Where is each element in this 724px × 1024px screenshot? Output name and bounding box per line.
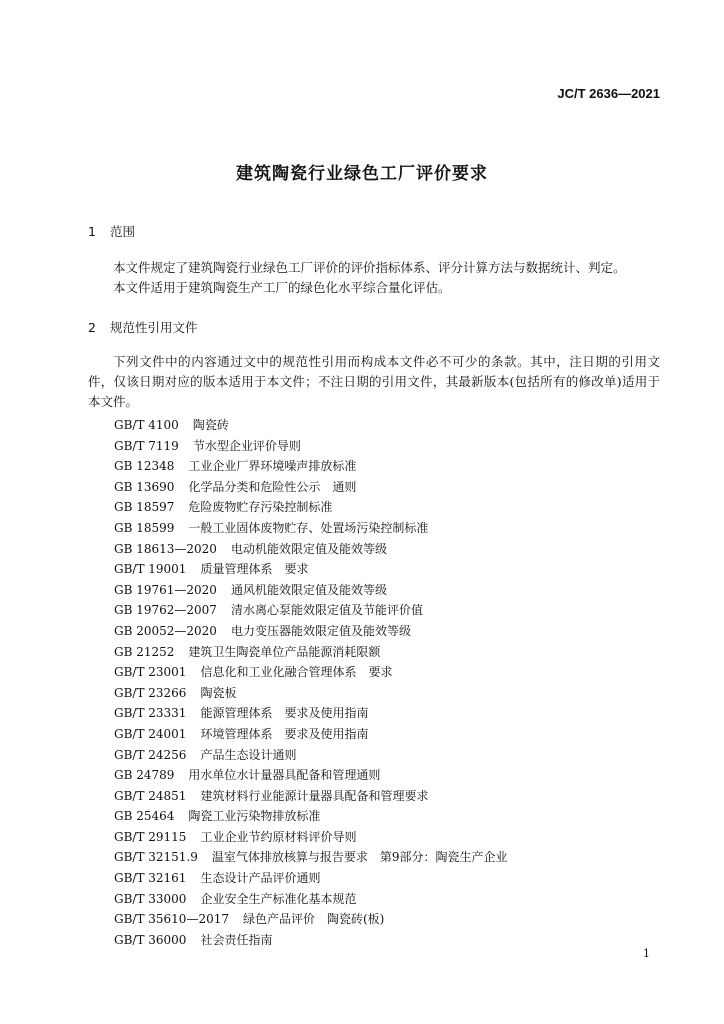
reference-item <box>114 436 508 457</box>
reference-item <box>114 662 508 683</box>
scope-paragraph-1: 本文件规定了建筑陶瓷行业绿色工厂评价的评价指标体系、评分计算方法与数据统计、判定。 <box>113 260 626 275</box>
scope-paragraph-2: 本文件适用于建筑陶瓷生产工厂的绿色化水平综合量化评估。 <box>113 280 451 295</box>
reference-code: GB/T 4100 <box>114 418 179 432</box>
reference-item <box>114 415 508 436</box>
reference-code: GB 19761—2020 <box>114 582 217 597</box>
reference-code: GB/T 7119 <box>114 438 179 453</box>
reference-name: 建筑卫生陶瓷单位产品能源消耗限额 <box>188 644 381 659</box>
reference-code: GB 24789 <box>114 768 175 783</box>
reference-list <box>114 415 508 950</box>
reference-name: 通风机能效限定值及能效等级 <box>230 582 387 597</box>
reference-item <box>114 497 508 518</box>
reference-name: 绿色产品评价 陶瓷砖(板) <box>242 912 385 927</box>
reference-code: GB/T 32161 <box>114 871 187 886</box>
reference-item <box>114 806 508 827</box>
reference-code: GB/T 24851 <box>114 788 187 803</box>
reference-code: GB/T 23266 <box>114 685 187 700</box>
reference-name: 社会责任指南 <box>200 932 273 947</box>
reference-code: GB/T 19001 <box>114 562 187 577</box>
reference-code: GB 19762—2007 <box>114 603 217 618</box>
reference-code: GB/T 33000 <box>114 891 187 906</box>
reference-item <box>114 456 508 477</box>
reference-item <box>114 539 508 560</box>
reference-item <box>114 827 508 848</box>
reference-name: 生态设计产品评价通则 <box>200 871 321 886</box>
reference-code: GB 13690 <box>114 479 175 494</box>
reference-name: 温室气体排放核算与报告要求 第9部分：陶瓷生产企业 <box>211 850 508 865</box>
section-number: 1 <box>88 224 96 239</box>
reference-item <box>114 745 508 766</box>
reference-name: 陶瓷砖 <box>192 418 229 432</box>
reference-item <box>114 559 508 580</box>
page-number: 1 <box>643 947 650 960</box>
reference-code: GB 21252 <box>114 644 175 659</box>
reference-item <box>114 600 508 621</box>
reference-name: 质量管理体系 要求 <box>200 562 309 577</box>
reference-item <box>114 930 508 951</box>
reference-code: GB 18599 <box>114 520 175 535</box>
reference-item <box>114 683 508 704</box>
section-title: 范围 <box>110 224 136 239</box>
reference-item <box>114 580 508 601</box>
reference-code: GB 18597 <box>114 500 175 515</box>
reference-item <box>114 765 508 786</box>
section-title: 规范性引用文件 <box>110 320 198 335</box>
standard-number: JC/T 2636—2021 <box>557 86 660 101</box>
section-1-heading <box>88 222 135 240</box>
reference-code: GB 25464 <box>114 809 175 824</box>
section-number: 2 <box>88 320 96 335</box>
reference-name: 节水型企业评价导则 <box>192 438 301 453</box>
reference-code: GB/T 23001 <box>114 665 187 680</box>
reference-name: 危险废物贮存污染控制标准 <box>188 500 333 515</box>
document-title: 建筑陶瓷行业绿色工厂评价要求 <box>236 164 488 184</box>
reference-name: 电动机能效限定值及能效等级 <box>230 541 387 556</box>
reference-code: GB 20052—2020 <box>114 623 217 638</box>
reference-item <box>114 889 508 910</box>
reference-name: 信息化和工业化融合管理体系 要求 <box>200 665 393 680</box>
reference-code: GB/T 32151.9 <box>114 850 198 865</box>
reference-name: 电力变压器能效限定值及能效等级 <box>230 623 411 638</box>
reference-code: GB/T 36000 <box>114 932 187 947</box>
reference-name: 企业安全生产标准化基本规范 <box>200 891 357 906</box>
reference-code: GB/T 24001 <box>114 726 187 741</box>
reference-name: 建筑材料行业能源计量器具配备和管理要求 <box>200 788 429 803</box>
reference-item <box>114 703 508 724</box>
reference-item <box>114 868 508 889</box>
reference-item <box>114 909 508 930</box>
reference-item <box>114 518 508 539</box>
reference-item <box>114 847 508 868</box>
reference-name: 产品生态设计通则 <box>200 747 297 762</box>
reference-item <box>114 786 508 807</box>
reference-code: GB 18613—2020 <box>114 541 217 556</box>
reference-name: 用水单位水计量器具配备和管理通则 <box>188 768 381 783</box>
reference-code: GB/T 29115 <box>114 829 187 844</box>
normative-references-intro: 下列文件中的内容通过文中的规范性引用而构成本文件必不可少的条款。其中，注日期的引用文件，仅该日期对应的版本适用于本文件；不注日期的引用文件，其最新版本(包括所有的修改单)适用于本文件。 <box>88 354 660 409</box>
reference-item <box>114 642 508 663</box>
reference-code: GB 12348 <box>114 459 175 474</box>
reference-name: 陶瓷工业污染物排放标准 <box>188 809 321 824</box>
reference-name: 能源管理体系 要求及使用指南 <box>200 706 369 721</box>
reference-item <box>114 724 508 745</box>
reference-item <box>114 477 508 498</box>
reference-name: 陶瓷板 <box>200 685 237 700</box>
reference-code: GB/T 35610—2017 <box>114 912 229 927</box>
reference-name: 工业企业厂界环境噪声排放标准 <box>188 459 357 474</box>
section-2-heading <box>88 318 198 336</box>
reference-code: GB/T 24256 <box>114 747 187 762</box>
reference-name: 清水离心泵能效限定值及节能评价值 <box>230 603 423 618</box>
reference-name: 工业企业节约原材料评价导则 <box>200 829 357 844</box>
reference-name: 一般工业固体废物贮存、处置场污染控制标准 <box>188 520 429 535</box>
reference-code: GB/T 23331 <box>114 706 187 721</box>
reference-name: 环境管理体系 要求及使用指南 <box>200 726 369 741</box>
reference-name: 化学品分类和危险性公示 通则 <box>188 479 357 494</box>
reference-item <box>114 621 508 642</box>
